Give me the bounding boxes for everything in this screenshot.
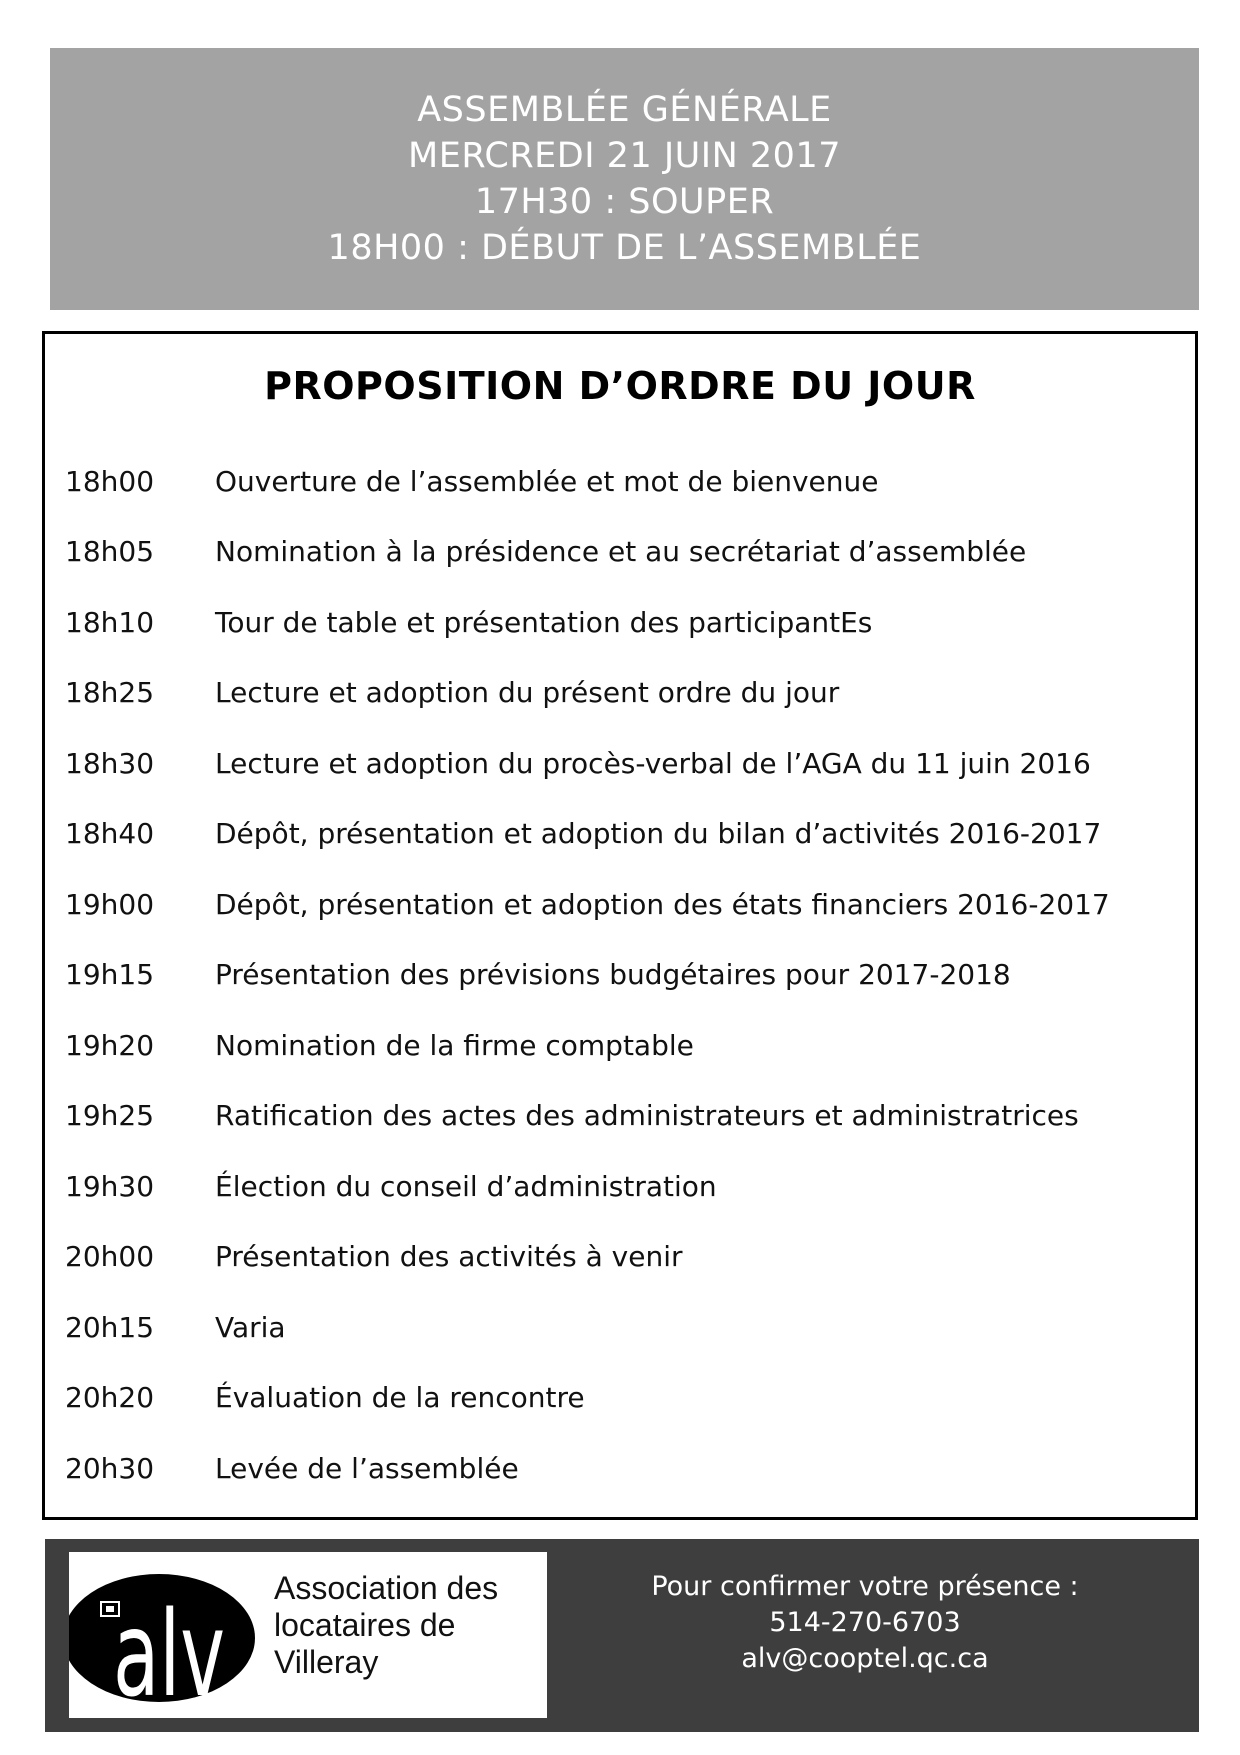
agenda-row: [65, 1081, 1175, 1152]
agenda-time: 19h30: [65, 1169, 155, 1203]
agenda-item-label: Nomination à la présidence et au secrétariat d’assemblée: [215, 535, 1027, 569]
contact-info: [605, 1569, 1125, 1677]
agenda-item-label: Levée de l’assemblée: [215, 1451, 519, 1485]
agenda-item-label: Nomination de la firme comptable: [215, 1028, 694, 1062]
agenda-time: 19h15: [65, 958, 155, 992]
organization-name-line: Association des: [274, 1570, 499, 1606]
agenda-row: [65, 1222, 1175, 1293]
agenda-time: 18h10: [65, 605, 155, 639]
agenda-item-label: Ouverture de l’assemblée et mot de bienvenue: [215, 464, 879, 498]
agenda-row: [65, 1363, 1175, 1434]
agenda-item-label: Dépôt, présentation et adoption du bilan d’activités 2016-2017: [215, 817, 1102, 851]
agenda-item-label: Évaluation de la rencontre: [215, 1381, 585, 1415]
event-header-banner: [50, 48, 1199, 310]
agenda-title: PROPOSITION D’ORDRE DU JOUR: [264, 364, 976, 408]
event-start-time: 18H00 : DÉBUT DE L’ASSEMBLÉE: [327, 228, 922, 268]
agenda-row: [65, 446, 1175, 517]
agenda-item-label: Présentation des prévisions budgétaires pour 2017-2018: [215, 958, 1011, 992]
agenda-time: 20h00: [65, 1240, 155, 1274]
organization-name-line: locataires de: [274, 1607, 456, 1643]
agenda-time: 18h30: [65, 746, 155, 780]
agenda-row: [65, 728, 1175, 799]
agenda-row: [65, 1151, 1175, 1222]
agenda-time: 19h25: [65, 1099, 155, 1133]
agenda-time: 18h40: [65, 817, 155, 851]
rsvp-prompt: Pour confirmer votre présence :: [651, 1571, 1079, 1602]
agenda-item-label: Élection du conseil d’administration: [215, 1169, 717, 1203]
agenda-box: [42, 331, 1198, 1520]
agenda-row: [65, 517, 1175, 588]
agenda-row: [65, 799, 1175, 870]
agenda-row: [65, 1433, 1175, 1504]
agenda-time: 19h00: [65, 887, 155, 921]
agenda-item-label: Varia: [215, 1310, 286, 1344]
agenda-time: 18h25: [65, 676, 155, 710]
agenda-row: [65, 1010, 1175, 1081]
agenda-item-label: Dépôt, présentation et adoption des états financiers 2016-2017: [215, 887, 1110, 921]
agenda-time: 19h20: [65, 1028, 155, 1062]
agenda-time: 20h15: [65, 1310, 155, 1344]
agenda-item-label: Tour de table et présentation des participantEs: [215, 605, 873, 639]
agenda-item-label: Ratification des actes des administrateurs et administratrices: [215, 1099, 1079, 1133]
agenda-time: 18h00: [65, 464, 155, 498]
agenda-item-label: Lecture et adoption du procès-verbal de l’AGA du 11 juin 2016: [215, 746, 1091, 780]
footer-band: [45, 1539, 1199, 1732]
agenda-time: 20h20: [65, 1381, 155, 1415]
agenda-list: [65, 446, 1175, 1504]
phone-number: 514-270-6703: [769, 1607, 961, 1638]
organization-name-line: Villeray: [274, 1644, 379, 1680]
agenda-row: [65, 1292, 1175, 1363]
alv-logo: [69, 1552, 547, 1718]
agenda-item-label: Lecture et adoption du présent ordre du jour: [215, 676, 840, 710]
agenda-row: [65, 869, 1175, 940]
agenda-time: 20h30: [65, 1451, 155, 1485]
event-title: ASSEMBLÉE GÉNÉRALE: [417, 90, 832, 130]
organization-name: [274, 1570, 498, 1681]
agenda-row: [65, 587, 1175, 658]
agenda-item-label: Présentation des activités à venir: [215, 1240, 683, 1274]
event-date: MERCREDI 21 JUIN 2017: [408, 136, 841, 176]
alv-logo-word: alv: [113, 1585, 225, 1718]
email-address: alv@cooptel.qc.ca: [741, 1643, 989, 1674]
event-dinner-time: 17H30 : SOUPER: [474, 182, 775, 222]
agenda-row: [65, 658, 1175, 729]
agenda-row: [65, 940, 1175, 1011]
agenda-time: 18h05: [65, 535, 155, 569]
